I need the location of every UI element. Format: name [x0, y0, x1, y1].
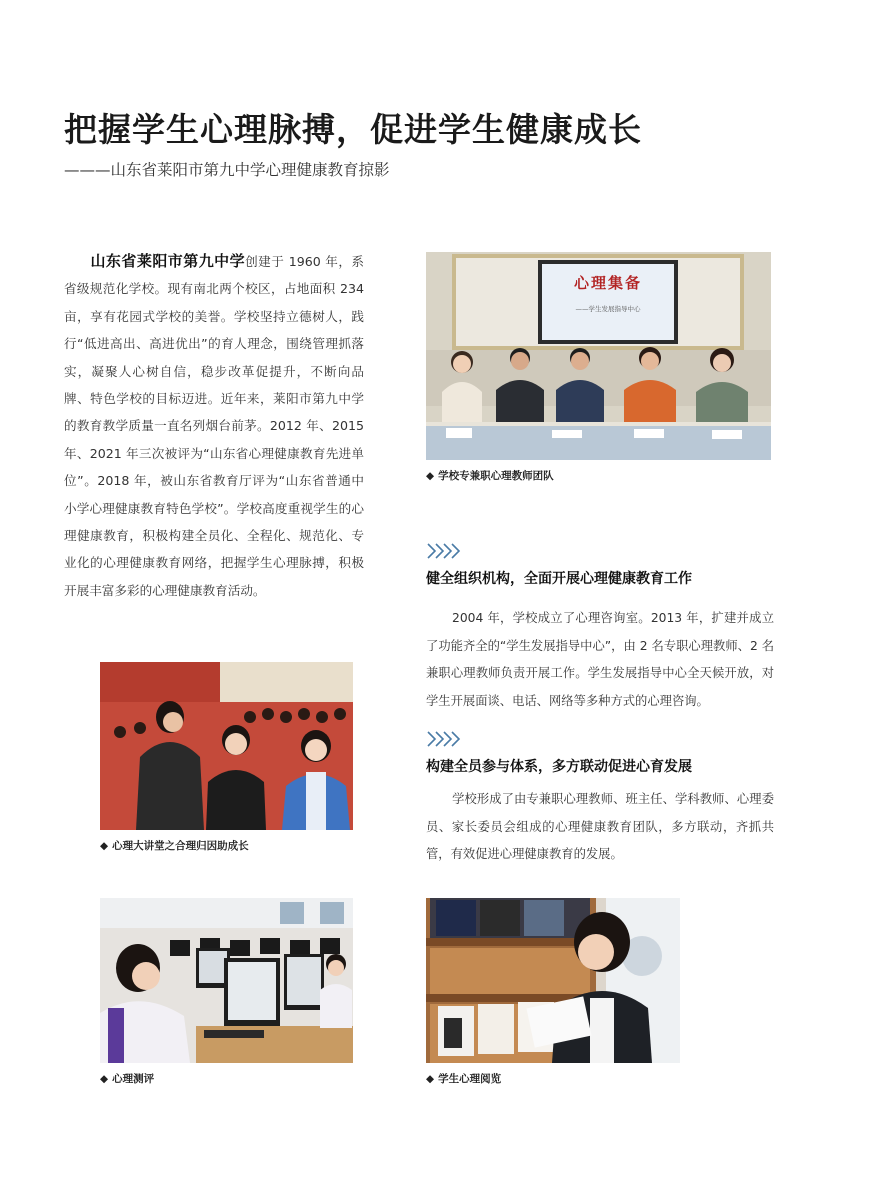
- caption-marker: ◆: [100, 840, 109, 852]
- monitor-2: [224, 958, 280, 1026]
- screen-title: 心理集备: [573, 274, 642, 292]
- caption-marker: ◆: [426, 1073, 435, 1085]
- reading-photo-illustration: [426, 898, 680, 1063]
- lecture-photo: [100, 662, 353, 830]
- reading-photo: [426, 898, 680, 1063]
- intro-lead: 山东省莱阳市第九中学: [90, 252, 246, 270]
- chevrons-icon: [426, 542, 464, 560]
- section-2-text: 学校形成了由专兼职心理教师、班主任、学科教师、心理委员、家长委员会组成的心理健康教育团队，多方联动，齐抓共管，有效促进心理健康教育的发展。: [426, 792, 774, 861]
- chevrons-icon: [426, 730, 464, 748]
- caption-marker: ◆: [426, 470, 435, 482]
- caption-text: 心理大讲堂之合理归因助成长: [112, 840, 249, 852]
- section-1-body: [426, 605, 774, 715]
- assessment-photo-illustration: [100, 898, 353, 1063]
- monitor-3: [284, 954, 324, 1010]
- caption-text: 心理测评: [112, 1073, 155, 1085]
- section-1-title: 健全组织机构，全面开展心理健康教育工作: [426, 571, 692, 587]
- caption-marker: ◆: [100, 1073, 109, 1085]
- section-2-body: [426, 786, 774, 869]
- team-photo-caption: [426, 468, 554, 483]
- screen-subtitle: ——学生发展指导中心: [575, 305, 641, 313]
- page-title: 把握学生心理脉搏，促进学生健康成长: [64, 110, 642, 149]
- caption-text: 学校专兼职心理教师团队: [438, 470, 554, 482]
- page-subtitle: ———山东省莱阳市第九中学心理健康教育掠影: [64, 161, 390, 179]
- caption-text: 学生心理阅览: [438, 1073, 502, 1085]
- lecture-photo-caption: [100, 838, 249, 853]
- lecture-photo-illustration: [100, 662, 353, 830]
- assessment-photo-caption: [100, 1071, 154, 1086]
- intro-text: 创建于 1960 年，系省级规范化学校。现有南北两个校区，占地面积 234 亩，享有花园式学校的美誉。学校坚持立德树人，践行“低进高出、高进优出”的育人理念，围绕管理抓落实，凝聚人心树自信，稳步改革促提升，不断向品牌、特色学校的目标迈进。近年来，莱阳市第九中学的教育教学质量一直名列烟台前茅。2012 年、2015 年、2021 年三次被评为“山东省心理健康教育先进单位”。2018 年，被山东省教育厅评为“山东省普通中小学心理健康教育特色学校”。学校高度重视学生的心理健康教育，积极构建全员化、全程化、规范化、专业化的心理健康教育网络，把握学生心理脉搏，积极开展丰富多彩的心理健康教育活动。: [64, 254, 364, 598]
- reading-photo-caption: [426, 1071, 501, 1086]
- team-photo: [426, 252, 771, 460]
- assessment-photo: [100, 898, 353, 1063]
- intro-paragraph: [64, 248, 364, 604]
- section-1-text: 2004 年，学校成立了心理咨询室。2013 年，扩建并成立了功能齐全的“学生发展指导中心”，由 2 名专职心理教师、2 名兼职心理教师负责开展工作。学生发展指导中心全天候开放，对学生开展面谈、电话、网络等多种方式的心理咨询。: [426, 611, 774, 708]
- section-2-title: 构建全员参与体系，多方联动促进心育发展: [426, 759, 692, 775]
